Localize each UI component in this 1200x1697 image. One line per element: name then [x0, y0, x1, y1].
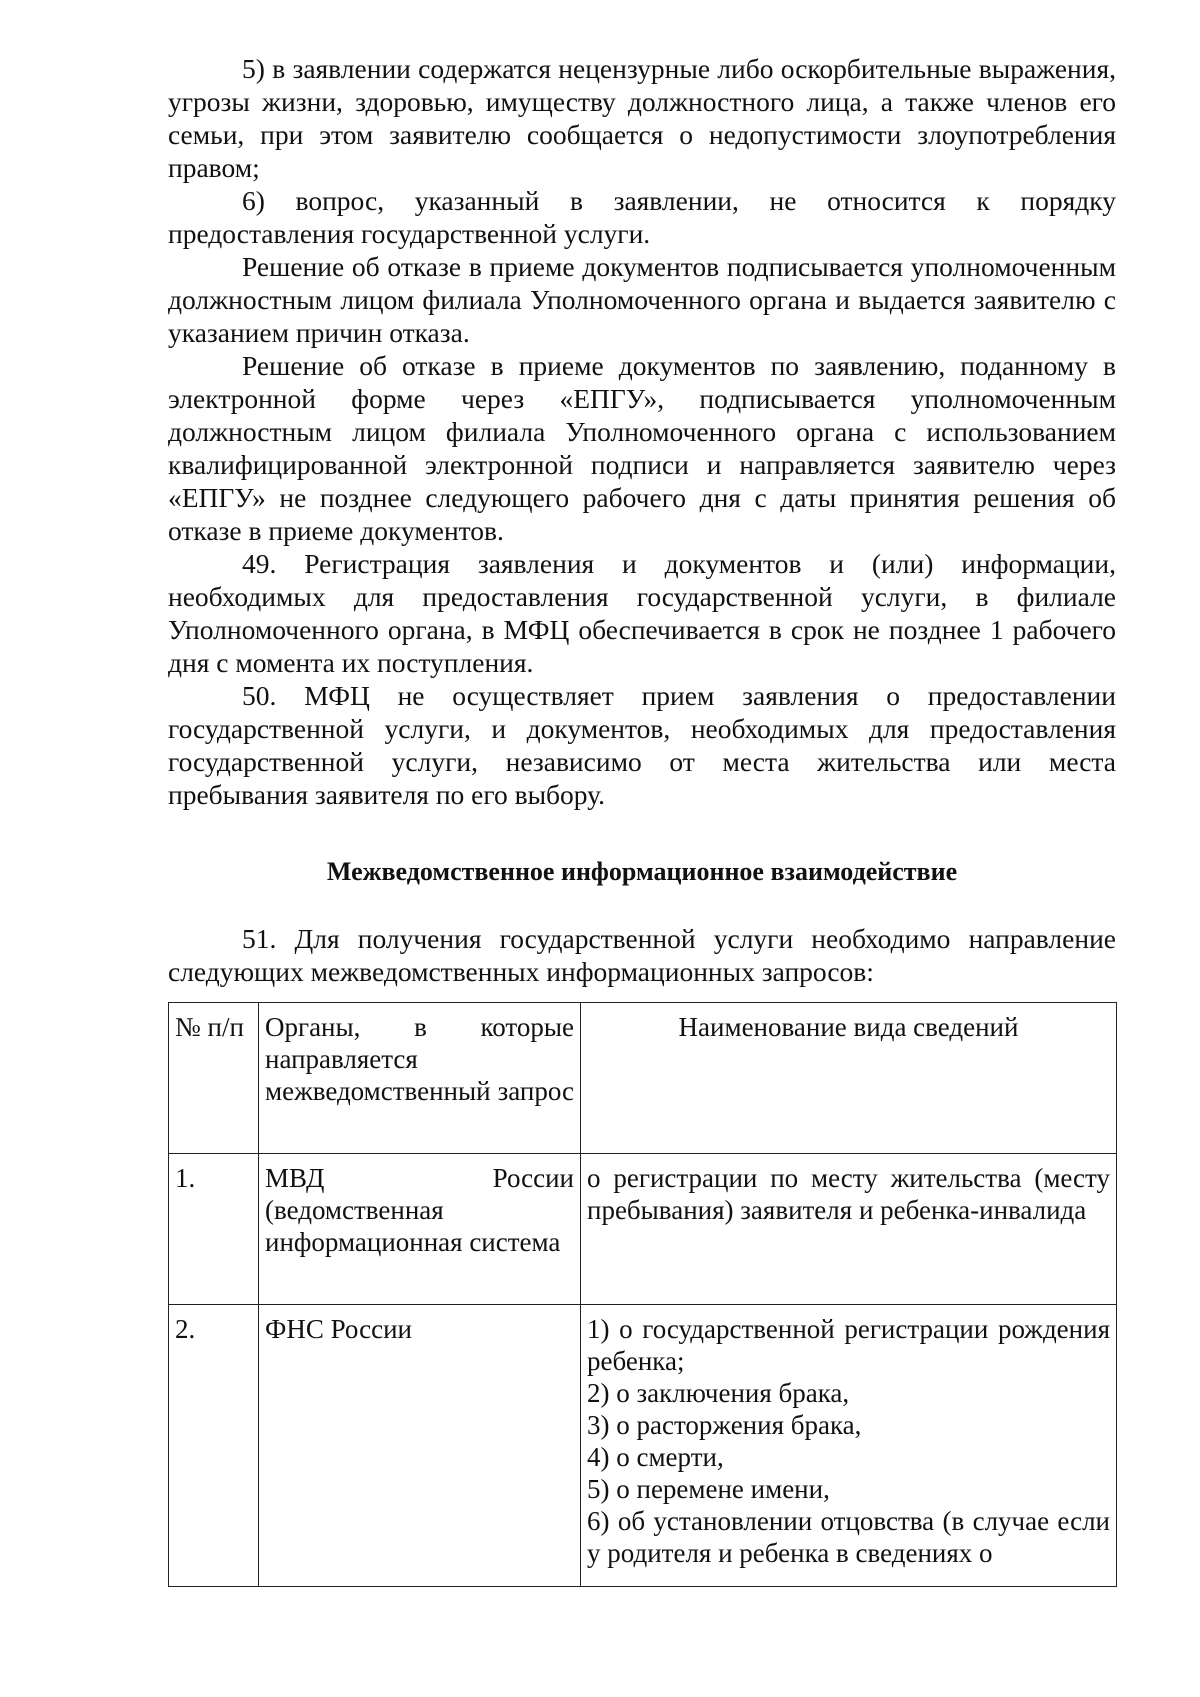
paragraph-50: 50. МФЦ не осуществляет прием заявления о предоставлении государственной услуги, и документов, необходимых для предоставления государственной услуги, независимо от места жительства или места пребывания заявителя по его выбору.	[168, 680, 1116, 810]
cell-info: о регистрации по месту жительства (месту пребывания) заявителя и ребенка-инвалида	[581, 1154, 1117, 1305]
cell-num: 1.	[169, 1154, 259, 1305]
paragraph-refusal-electronic: Решение об отказе в приеме документов по заявлению, поданному в электронной форме через «ЕПГУ», подписывается уполномоченным должностным лицом филиала Уполномоченного органа с использованием квалифицированной электронной подписи и направляется заявителю через «ЕПГУ» не позднее следующего рабочего дня с даты принятия решения об отказе в приеме документов.	[168, 350, 1116, 546]
info-line: 6) об установлении отцовства (в случае если у родителя и ребенка в сведениях о	[587, 1506, 1110, 1568]
paragraph-item-5: 5) в заявлении содержатся нецензурные либо оскорбительные выражения, угрозы жизни, здоровью, имуществу должностного лица, а также членов его семьи, при этом заявителю сообщается о недопустимости злоупотребления правом;	[168, 53, 1116, 183]
info-line: 2) о заключения брака,	[587, 1378, 850, 1408]
interagency-requests-table	[168, 1002, 1117, 1587]
table-row	[169, 1305, 1117, 1587]
paragraph-49: 49. Регистрация заявления и документов и (или) информации, необходимых для предоставления государственной услуги, в филиале Уполномоченного органа, в МФЦ обеспечивается в срок не позднее 1 рабочего дня с момента их поступления.	[168, 548, 1116, 678]
paragraph-51: 51. Для получения государственной услуги необходимо направление следующих межведомственных информационных запросов:	[168, 923, 1116, 987]
info-line: 1) о государственной регистрации рождения ребенка;	[587, 1314, 1110, 1376]
cell-info	[581, 1305, 1117, 1587]
section-heading: Межведомственное информационное взаимодействие	[326, 857, 958, 886]
paragraph-item-6: 6) вопрос, указанный в заявлении, не относится к порядку предоставления государственной услуги.	[168, 185, 1116, 249]
info-line: 3) о расторжения брака,	[587, 1410, 862, 1440]
cell-organ: МВД России (ведомственная информационная система	[259, 1154, 581, 1305]
cell-num: 2.	[169, 1305, 259, 1587]
header-info-type: Наименование вида сведений	[581, 1003, 1117, 1154]
body-text	[168, 52, 1116, 988]
header-num: № п/п	[169, 1003, 259, 1154]
table-row	[169, 1154, 1117, 1305]
table-header-row	[169, 1003, 1117, 1154]
info-line: 5) о перемене имени,	[587, 1474, 830, 1504]
cell-organ: ФНС России	[259, 1305, 581, 1587]
info-line: 4) о смерти,	[587, 1442, 724, 1472]
header-organs: Органы, в которые направляется межведомственный запрос	[259, 1003, 581, 1154]
paragraph-refusal-decision: Решение об отказе в приеме документов подписывается уполномоченным должностным лицом филиала Уполномоченного органа и выдается заявителю с указанием причин отказа.	[168, 251, 1116, 348]
